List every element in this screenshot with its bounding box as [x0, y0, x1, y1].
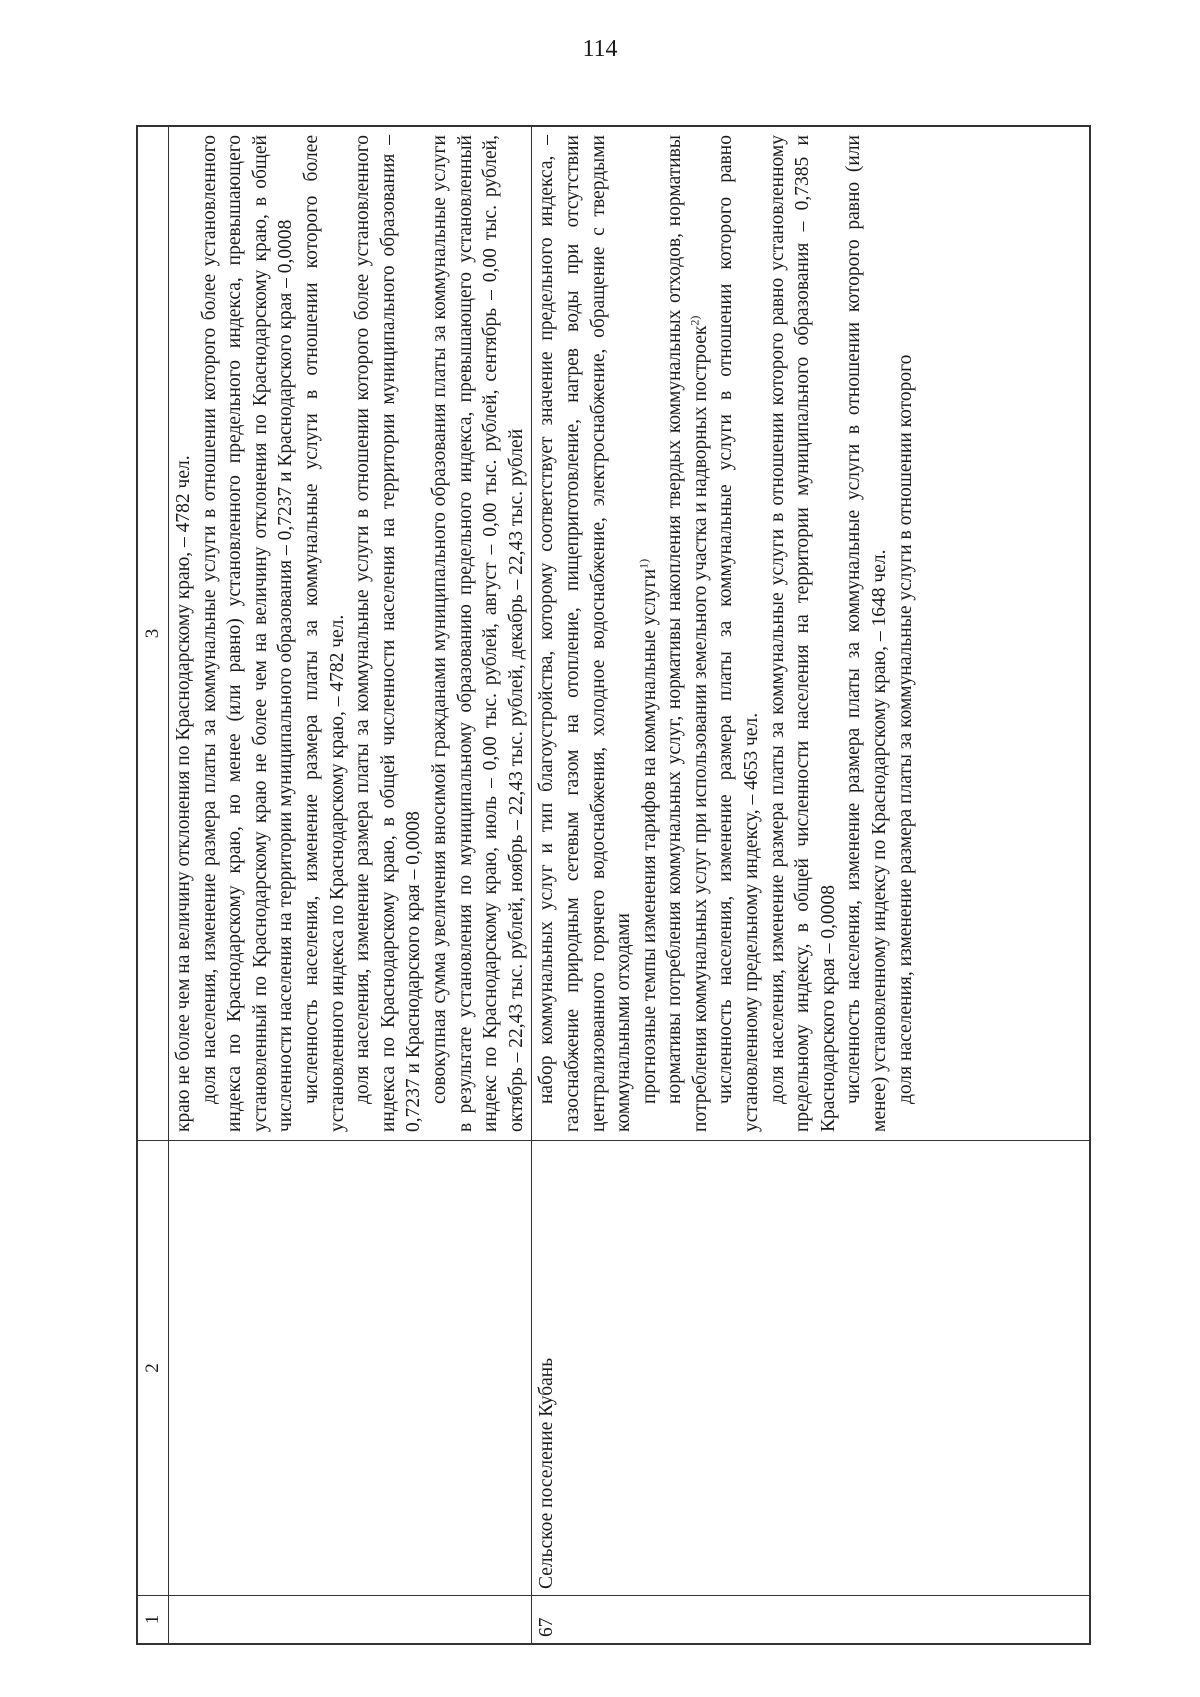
- table-row-continued: [169, 127, 532, 1643]
- municipality-name-cell: Сельское поселение Кубань: [532, 1140, 1089, 1595]
- tariff-table: [136, 125, 1091, 1645]
- header-col-1: 1: [138, 1595, 168, 1643]
- table-header-row: [138, 127, 169, 1643]
- paragraph: набор коммунальных услуг и тип благоустройства, которому соответствует значение предельного индекса, – газоснабжение природным сетевым газом на отопление, пищеприготовление, нагрев воды при отсутствии централизованного горячего водоснабжения, холодное водоснабжение, электроснабжение, обращение с твердыми коммунальными отходами: [536, 135, 635, 1132]
- paragraph: доля населения, изменение размера платы за коммунальные услуги в отношении которого: [894, 354, 916, 1104]
- header-col-2: 2: [138, 1140, 168, 1595]
- details-cell: [169, 127, 531, 1140]
- footnote-mark: 1): [636, 558, 651, 569]
- footnote-mark: 2): [687, 315, 702, 326]
- paragraph: доля населения, изменение размера платы за коммунальные услуги в отношении которого равно установленному предельному индексу, в общей численности населения на территории муниципального образования – 0,7385 и Краснодарского края – 0,0008: [766, 135, 839, 1132]
- table-row-67: [532, 127, 1089, 1643]
- paragraph: численность населения, изменение размера платы за коммунальные услуги в отношении которого более установленного индекса по Краснодарскому краю, – 4782 чел.: [300, 135, 348, 1132]
- page-number: 114: [582, 36, 618, 62]
- paragraph: краю не более чем на величину отклонения по Краснодарскому краю, – 4782 чел.: [173, 455, 194, 1132]
- row-number-cell: [169, 1595, 531, 1643]
- details-text: [532, 127, 920, 1140]
- paragraph: численность населения, изменение размера платы за коммунальные услуги в отношении которого равно (или менее) установленному индексу по Краснодарскому краю, – 1648 чел.: [843, 135, 891, 1132]
- row-number-cell: 67: [532, 1595, 1089, 1643]
- details-cell: [532, 127, 1089, 1140]
- paragraph: доля населения, изменение размера платы за коммунальные услуги в отношении которого более установленного индекса по Краснодарскому краю, но менее (или равно) установленного предельного индекса, превышающего установленный по Краснодарскому краю не более чем на величину отклонения по Краснодарскому краю, в общей численности населения на территории муниципального образования – 0,7237 и Краснодарского края – 0,0008: [198, 135, 297, 1132]
- paragraph: прогнозные темпы изменения тарифов на коммунальные услуги$^{1)}$: [636, 558, 660, 1104]
- municipality-name-cell: [169, 1140, 531, 1595]
- table-rotation-wrapper: [136, 125, 1091, 1645]
- paragraph: совокупная сумма увеличения вносимой гражданами муниципального образования платы за коммунальные услуги в результате установления по муниципальному образованию предельного индекса, превышающего установленный индекс по Краснодарскому краю, июль – 0,00 тыс. рублей, август – 0,00 тыс. рублей, сентябрь – 0,00 тыс. рублей, октябрь – 22,43 тыс. рублей, ноябрь – 22,43 тыс. рублей, декабрь – 22,43 тыс. рублей: [428, 135, 527, 1132]
- paragraph: доля населения, изменение размера платы за коммунальные услуги в отношении которого более установленного индекса по Краснодарскому краю, в общей численности населения на территории муниципального образования – 0,7237 и Краснодарского края – 0,0008: [352, 135, 425, 1132]
- paragraph: нормативы потребления коммунальных услуг, нормативы накопления твердых коммунальных отходов, нормативы потребления коммунальных услуг при использовании земельного участка и надворных построек$^{2)}$: [664, 135, 711, 1132]
- details-text: [169, 127, 531, 1140]
- header-col-3: 3: [142, 628, 163, 639]
- paragraph: численность населения, изменение размера платы за коммунальные услуги в отношении которого равно установленному предельному индексу, – 4653 чел.: [715, 135, 763, 1132]
